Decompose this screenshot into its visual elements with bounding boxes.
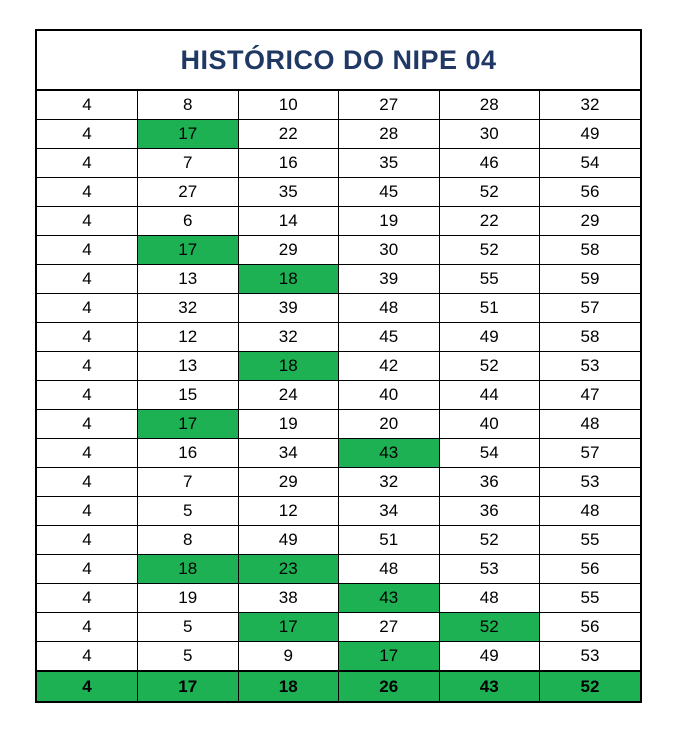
table-cell: 17 bbox=[339, 642, 440, 672]
table-cell: 8 bbox=[138, 91, 239, 120]
table-cell: 48 bbox=[339, 555, 440, 584]
table-cell: 17 bbox=[138, 120, 239, 149]
table-cell: 22 bbox=[238, 120, 339, 149]
table-cell: 5 bbox=[138, 642, 239, 672]
table-cell: 36 bbox=[439, 497, 540, 526]
table-cell: 45 bbox=[339, 323, 440, 352]
table-cell: 58 bbox=[540, 323, 641, 352]
table-cell: 49 bbox=[238, 526, 339, 555]
table-cell: 32 bbox=[339, 468, 440, 497]
total-cell: 52 bbox=[540, 671, 641, 701]
table-cell: 48 bbox=[339, 294, 440, 323]
table-cell: 27 bbox=[339, 91, 440, 120]
table-cell: 4 bbox=[37, 497, 138, 526]
table-cell: 23 bbox=[238, 555, 339, 584]
table-cell: 32 bbox=[138, 294, 239, 323]
table-cell: 4 bbox=[37, 265, 138, 294]
table-cell: 4 bbox=[37, 294, 138, 323]
table-row bbox=[37, 178, 640, 207]
table-cell: 42 bbox=[339, 352, 440, 381]
table-cell: 16 bbox=[238, 149, 339, 178]
table-cell: 35 bbox=[339, 149, 440, 178]
table-row bbox=[37, 584, 640, 613]
table-cell: 8 bbox=[138, 526, 239, 555]
table-cell: 4 bbox=[37, 120, 138, 149]
table-cell: 38 bbox=[238, 584, 339, 613]
table-row bbox=[37, 410, 640, 439]
table-cell: 55 bbox=[540, 526, 641, 555]
table-cell: 34 bbox=[339, 497, 440, 526]
table-cell: 17 bbox=[238, 613, 339, 642]
table-cell: 55 bbox=[540, 584, 641, 613]
table-cell: 4 bbox=[37, 526, 138, 555]
table-row bbox=[37, 265, 640, 294]
table-cell: 7 bbox=[138, 149, 239, 178]
table-row bbox=[37, 468, 640, 497]
table-cell: 49 bbox=[439, 642, 540, 672]
table-cell: 45 bbox=[339, 178, 440, 207]
table-cell: 49 bbox=[540, 120, 641, 149]
total-row bbox=[37, 671, 640, 701]
table-cell: 22 bbox=[439, 207, 540, 236]
table-cell: 10 bbox=[238, 91, 339, 120]
table-cell: 54 bbox=[439, 439, 540, 468]
table-cell: 52 bbox=[439, 236, 540, 265]
table-cell: 12 bbox=[238, 497, 339, 526]
table-cell: 56 bbox=[540, 178, 641, 207]
table-cell: 28 bbox=[439, 91, 540, 120]
table-cell: 44 bbox=[439, 381, 540, 410]
table-cell: 13 bbox=[138, 265, 239, 294]
table-row bbox=[37, 526, 640, 555]
table-cell: 15 bbox=[138, 381, 239, 410]
table-cell: 32 bbox=[540, 91, 641, 120]
table-cell: 19 bbox=[138, 584, 239, 613]
table-cell: 18 bbox=[138, 555, 239, 584]
table-cell: 27 bbox=[339, 613, 440, 642]
table-cell: 5 bbox=[138, 497, 239, 526]
table-row bbox=[37, 149, 640, 178]
table-cell: 35 bbox=[238, 178, 339, 207]
total-cell: 17 bbox=[138, 671, 239, 701]
table-cell: 20 bbox=[339, 410, 440, 439]
table-cell: 56 bbox=[540, 555, 641, 584]
table-cell: 7 bbox=[138, 468, 239, 497]
table-cell: 52 bbox=[439, 613, 540, 642]
table-cell: 39 bbox=[339, 265, 440, 294]
table-cell: 4 bbox=[37, 555, 138, 584]
total-cell: 18 bbox=[238, 671, 339, 701]
table-cell: 4 bbox=[37, 468, 138, 497]
table-cell: 4 bbox=[37, 410, 138, 439]
table-row bbox=[37, 352, 640, 381]
table-cell: 39 bbox=[238, 294, 339, 323]
table-cell: 4 bbox=[37, 381, 138, 410]
table-cell: 29 bbox=[540, 207, 641, 236]
table-row bbox=[37, 294, 640, 323]
table-cell: 32 bbox=[238, 323, 339, 352]
table-row bbox=[37, 642, 640, 672]
table-cell: 58 bbox=[540, 236, 641, 265]
table-cell: 59 bbox=[540, 265, 641, 294]
table-cell: 4 bbox=[37, 236, 138, 265]
table-row bbox=[37, 381, 640, 410]
table-cell: 43 bbox=[339, 439, 440, 468]
table-cell: 4 bbox=[37, 178, 138, 207]
table-cell: 53 bbox=[540, 642, 641, 672]
table-cell: 55 bbox=[439, 265, 540, 294]
table-cell: 4 bbox=[37, 584, 138, 613]
table-cell: 40 bbox=[339, 381, 440, 410]
table-cell: 52 bbox=[439, 352, 540, 381]
table-cell: 57 bbox=[540, 294, 641, 323]
table-row bbox=[37, 439, 640, 468]
table-cell: 48 bbox=[439, 584, 540, 613]
table-cell: 4 bbox=[37, 613, 138, 642]
table-cell: 16 bbox=[138, 439, 239, 468]
table-cell: 51 bbox=[339, 526, 440, 555]
table-cell: 36 bbox=[439, 468, 540, 497]
table-cell: 13 bbox=[138, 352, 239, 381]
table-cell: 28 bbox=[339, 120, 440, 149]
table-row bbox=[37, 497, 640, 526]
table-cell: 52 bbox=[439, 526, 540, 555]
table-cell: 12 bbox=[138, 323, 239, 352]
table-row bbox=[37, 613, 640, 642]
table-cell: 4 bbox=[37, 352, 138, 381]
history-table-body bbox=[37, 91, 640, 701]
table-row bbox=[37, 120, 640, 149]
table-cell: 46 bbox=[439, 149, 540, 178]
table-cell: 27 bbox=[138, 178, 239, 207]
table-cell: 30 bbox=[439, 120, 540, 149]
sheet-title: HISTÓRICO DO NIPE 04 bbox=[37, 31, 640, 91]
table-cell: 47 bbox=[540, 381, 641, 410]
table-cell: 4 bbox=[37, 149, 138, 178]
table-cell: 4 bbox=[37, 642, 138, 672]
table-row bbox=[37, 555, 640, 584]
table-cell: 18 bbox=[238, 265, 339, 294]
table-cell: 5 bbox=[138, 613, 239, 642]
table-cell: 29 bbox=[238, 236, 339, 265]
table-cell: 6 bbox=[138, 207, 239, 236]
table-cell: 54 bbox=[540, 149, 641, 178]
table-cell: 53 bbox=[540, 352, 641, 381]
table-row bbox=[37, 91, 640, 120]
table-cell: 19 bbox=[339, 207, 440, 236]
table-cell: 30 bbox=[339, 236, 440, 265]
table-cell: 4 bbox=[37, 91, 138, 120]
table-cell: 56 bbox=[540, 613, 641, 642]
table-cell: 34 bbox=[238, 439, 339, 468]
table-cell: 29 bbox=[238, 468, 339, 497]
table-cell: 40 bbox=[439, 410, 540, 439]
table-cell: 18 bbox=[238, 352, 339, 381]
table-cell: 53 bbox=[439, 555, 540, 584]
table-cell: 48 bbox=[540, 497, 641, 526]
table-cell: 53 bbox=[540, 468, 641, 497]
table-cell: 4 bbox=[37, 207, 138, 236]
total-cell: 26 bbox=[339, 671, 440, 701]
table-row bbox=[37, 207, 640, 236]
table-cell: 17 bbox=[138, 410, 239, 439]
table-cell: 17 bbox=[138, 236, 239, 265]
total-cell: 43 bbox=[439, 671, 540, 701]
table-row bbox=[37, 236, 640, 265]
table-row bbox=[37, 323, 640, 352]
table-cell: 14 bbox=[238, 207, 339, 236]
history-sheet bbox=[35, 29, 642, 703]
table-cell: 9 bbox=[238, 642, 339, 672]
table-cell: 4 bbox=[37, 323, 138, 352]
table-cell: 24 bbox=[238, 381, 339, 410]
table-cell: 49 bbox=[439, 323, 540, 352]
table-cell: 57 bbox=[540, 439, 641, 468]
table-cell: 43 bbox=[339, 584, 440, 613]
table-cell: 19 bbox=[238, 410, 339, 439]
table-cell: 51 bbox=[439, 294, 540, 323]
history-table bbox=[37, 91, 640, 701]
table-cell: 52 bbox=[439, 178, 540, 207]
table-cell: 4 bbox=[37, 439, 138, 468]
table-cell: 48 bbox=[540, 410, 641, 439]
total-cell: 4 bbox=[37, 671, 138, 701]
